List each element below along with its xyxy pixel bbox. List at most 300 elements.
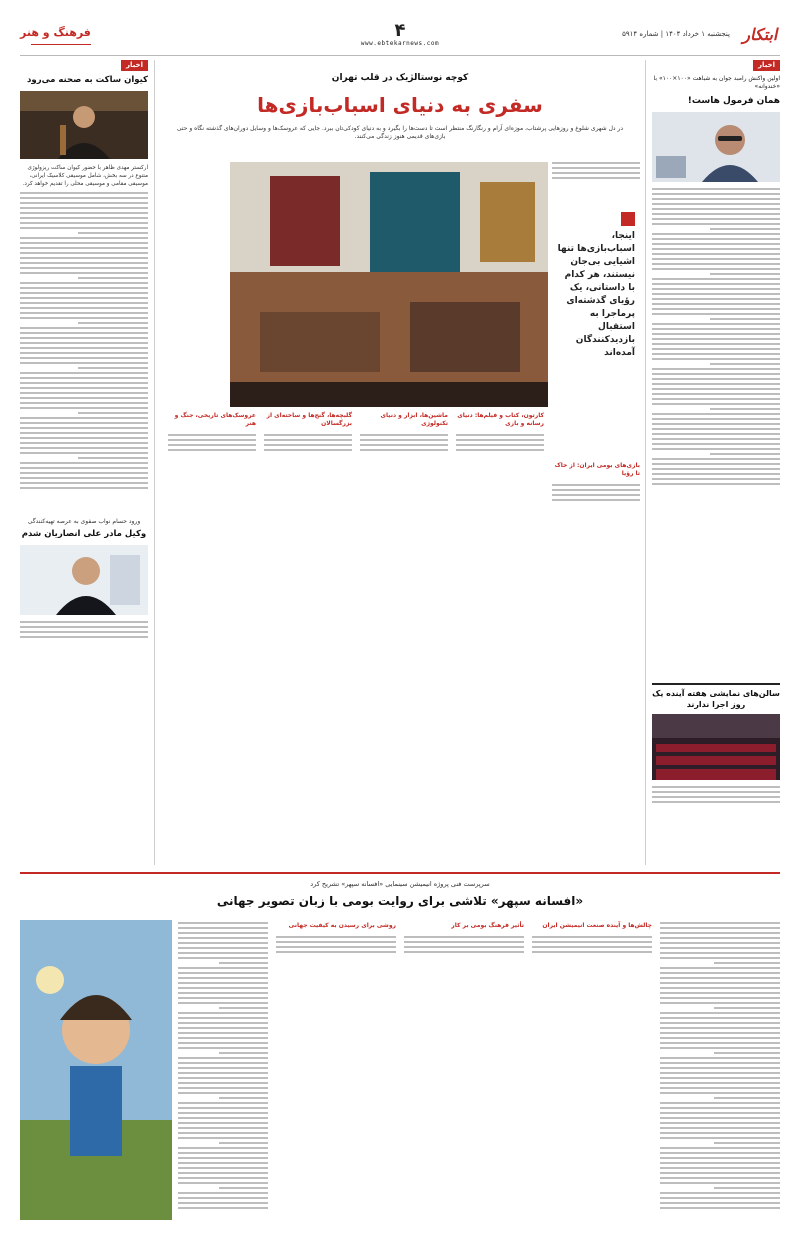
text-line [652,268,780,270]
text-line [178,992,268,994]
text-line [20,222,148,224]
text-line [652,218,780,220]
text-line [652,458,780,460]
text-line [20,267,148,269]
story-subhead: بازی‌های بومی ایران: از خاک تا رؤیا [554,462,640,478]
text-line [660,922,780,924]
text-line [178,1127,268,1129]
text-line [660,997,780,999]
text-line [178,922,268,924]
text-line [652,338,780,340]
story-subhead: روشی برای رسیدن به کیفیت جهانی [288,922,396,929]
text-line [660,932,780,934]
text-line [652,413,780,415]
text-line [219,1097,269,1099]
text-line [20,202,148,204]
text-line [168,434,256,436]
story-kicker: سرپرست فنی پروژه انیمیشن سینمایی «افسانه سپهر» تشریح کرد [310,880,490,888]
toy-museum-photo-icon [230,162,548,407]
text-line [714,1052,780,1054]
text-line [660,947,780,949]
text-line [652,343,780,345]
text-line [660,1032,780,1034]
text-line [20,257,148,259]
text-line [20,317,148,319]
text-line [660,1182,780,1184]
text-line [20,362,148,364]
text-line [660,1017,780,1019]
text-line [652,791,780,793]
text-line [660,1067,780,1069]
text-line [20,352,148,354]
text-line [78,322,148,324]
text-line [276,936,396,938]
text-line [178,927,268,929]
text-line [652,233,780,235]
text-line [20,392,148,394]
text-line [78,367,148,369]
text-line [660,987,780,989]
text-line [652,353,780,355]
text-line [714,962,780,964]
text-line [660,982,780,984]
text-line [178,1047,268,1049]
text-line [178,1042,268,1044]
news-kicker: ورود حسام نواب صفوی به عرصه تهیه‌کنندگی [27,518,141,525]
text-line [360,449,448,451]
text-line [20,626,148,628]
text-line [660,1147,780,1149]
text-line [652,368,780,370]
text-line [652,208,780,210]
text-line [178,957,268,959]
story-kicker: کوچه نوستالژیک در قلب تهران [331,73,469,83]
text-line [652,448,780,450]
text-line [552,172,640,174]
text-line [360,444,448,446]
text-line [660,1122,780,1124]
text-line [20,442,148,444]
text-line [20,397,148,399]
text-line [660,1162,780,1164]
text-line [178,1087,268,1089]
text-line [168,444,256,446]
article-body [652,188,780,485]
text-line [178,1092,268,1094]
text-line [178,1072,268,1074]
text-line [710,273,780,275]
text-line [20,242,148,244]
news-title: وکیل مادر علی انصاریان شدم [21,529,147,540]
text-line [710,363,780,365]
text-line [168,439,256,441]
text-line [178,1112,268,1114]
text-line [264,444,352,446]
text-line [178,1197,268,1199]
news-title: سالن‌های نمایشی هفته آینده یک روز اجرا ندارند [652,689,780,709]
story-title: سفری به دنیای اسباب‌بازی‌ها [257,93,543,118]
text-line [652,213,780,215]
text-line [178,1162,268,1164]
text-line [404,946,524,948]
text-line [178,942,268,944]
text-line [20,262,148,264]
text-line [178,1167,268,1169]
text-line [660,952,780,954]
text-line [652,308,780,310]
text-line [20,417,148,419]
news-lead: ارکستر مهدی ظاهر با حضور کیوان ساکت ریزولوژی متنوع در سه بخش، شامل موسیقی کلاسیک ایرانی، موسیقی مقامی و موسیقی محلی را تقدیم خواهد کرد. [22,164,148,187]
text-line [276,941,396,943]
text-line [178,1132,268,1134]
text-line [652,288,780,290]
text-line [20,302,148,304]
text-line [652,193,780,195]
story-subhead: کارتون، کتاب و فیلم‌ها: دنیای رسانه و بازی [457,412,544,428]
text-line [20,237,148,239]
article-body [264,434,352,451]
newspaper-logo: ابتکار [741,25,781,44]
text-line [178,1002,268,1004]
story-title: «افسانه سپهر» تلاشی برای روایت بومی با زبان تصویر جهانی [216,893,584,908]
text-line [404,941,524,943]
text-line [178,1177,268,1179]
text-line [660,942,780,944]
text-line [660,957,780,959]
text-line [652,443,780,445]
text-line [20,207,148,209]
theater-photo [652,714,780,780]
text-line [660,1042,780,1044]
text-line [710,228,780,230]
text-line [20,477,148,479]
text-line [660,1062,780,1064]
site-url: www.ebtekarnews.com [360,40,440,47]
text-line [660,927,780,929]
text-line [20,282,148,284]
text-line [20,487,148,489]
text-line [20,467,148,469]
article-body [168,434,256,451]
story-subhead: گلبچه‌ها، گنج‌ها و ساخته‌ای از بزرگسالان [266,412,352,428]
text-line [276,946,396,948]
text-line [552,167,640,169]
text-line [178,967,268,969]
text-line [660,1107,780,1109]
article-body [552,484,640,501]
text-line [20,327,148,329]
text-line [178,1102,268,1104]
news-tag: اخبار [753,60,780,71]
text-line [20,382,148,384]
news-tag: اخبار [121,60,148,71]
text-line [660,937,780,939]
text-line [660,1127,780,1129]
story-lead: در دل شهری شلوغ و روزهایی پرشتاب، موزه‌ای آرام و رنگارنگ منتظر است تا دست‌ها را بگیرد و به دنیای کودکی‌تان ببرد. جایی که عروسک‌ها و وسایل دوران‌های گذشته نگاه و حتی بازی‌های قدیمی هنوز زندگی می‌کنند. [176,125,624,141]
article-body [660,922,780,1209]
header-rule [20,55,780,56]
text-line [660,992,780,994]
text-line [660,1132,780,1134]
text-line [404,936,524,938]
text-line [660,1012,780,1014]
text-line [178,1207,268,1209]
text-line [219,1187,269,1189]
text-line [178,1017,268,1019]
text-line [20,307,148,309]
text-line [178,997,268,999]
text-line [178,972,268,974]
article-body [532,936,652,953]
text-line [652,418,780,420]
text-line [178,1057,268,1059]
text-line [178,1157,268,1159]
article-body [276,936,396,953]
text-line [168,449,256,451]
main-story [160,62,640,862]
text-line [178,1202,268,1204]
text-line [20,631,148,633]
text-line [714,1142,780,1144]
news-photo [20,91,148,159]
musician-photo-icon [20,91,148,159]
quote-mark-icon [621,212,635,226]
text-line [652,463,780,465]
text-line [404,951,524,953]
text-line [20,432,148,434]
text-line [552,162,640,164]
article-body [652,786,780,803]
news-photo [20,545,148,615]
text-line [660,1192,780,1194]
text-line [20,197,148,199]
text-line [178,1037,268,1039]
news-title: همان فرمول هاست! [687,96,780,107]
text-line [178,1032,268,1034]
page-number: ۴ [394,20,406,41]
text-line [178,1147,268,1149]
text-line [660,1172,780,1174]
text-line [20,297,148,299]
text-line [552,484,640,486]
text-line [360,439,448,441]
story-subhead: چالش‌ها و آینده صنعت انیمیشن ایران [542,922,652,929]
text-line [20,482,148,484]
text-line [660,1157,780,1159]
text-line [20,287,148,289]
story-subhead: ماشین‌ها، ابزار و دنیای تکنولوژی [380,412,448,428]
text-line [660,1112,780,1114]
text-line [178,952,268,954]
text-line [652,258,780,260]
text-line [178,947,268,949]
text-line [178,977,268,979]
article-body [404,936,524,953]
text-line [20,407,148,409]
text-line [178,1082,268,1084]
text-line [20,377,148,379]
text-line [178,1012,268,1014]
text-line [660,1027,780,1029]
news-title: کیوان ساکت به صحنه می‌رود [27,75,148,86]
text-line [652,223,780,225]
text-line [360,434,448,436]
text-line [20,312,148,314]
text-line [219,962,269,964]
text-line [652,293,780,295]
text-line [178,1182,268,1184]
text-line [652,348,780,350]
text-line [276,951,396,953]
text-line [652,263,780,265]
text-line [20,422,148,424]
text-line [652,473,780,475]
text-line [456,444,544,446]
text-line [20,272,148,274]
text-line [660,977,780,979]
story-subhead: عروسک‌های تاریخی، جنگ و هنر [174,412,256,428]
text-line [219,1052,269,1054]
text-line [20,342,148,344]
issue-line: پنجشنبه ۱ خرداد ۱۴۰۴ | شماره ۵۹۱۴ [622,30,730,38]
news-lead: اولین واکنش رامبد جوان به شباهت «۱۰۰×۱۰۰» با «خندوانه» [653,75,780,91]
text-line [264,449,352,451]
article-body [20,621,148,638]
section-label: فرهنگ و هنر [20,26,91,45]
text-line [652,786,780,788]
article-body [552,162,640,179]
page-header [20,20,780,50]
text-line [532,936,652,938]
text-line [532,946,652,948]
left-news-column [20,60,148,865]
text-line [652,373,780,375]
text-line [660,1207,780,1209]
text-line [710,408,780,410]
text-line [714,1097,780,1099]
text-line [652,383,780,385]
text-line [652,358,780,360]
text-line [178,932,268,934]
text-line [660,1022,780,1024]
text-line [178,1027,268,1029]
text-line [660,1137,780,1139]
right-news-column [652,60,780,865]
text-line [652,478,780,480]
text-line [78,457,148,459]
text-line [552,489,640,491]
text-line [652,796,780,798]
text-line [178,1062,268,1064]
text-line [456,439,544,441]
text-line [660,972,780,974]
text-line [20,212,148,214]
text-line [660,1167,780,1169]
text-line [178,1122,268,1124]
text-line [20,337,148,339]
text-line [652,283,780,285]
text-line [20,472,148,474]
text-line [20,357,148,359]
text-line [652,323,780,325]
text-line [178,1117,268,1119]
article-body [178,922,268,1209]
text-line [652,388,780,390]
text-line [20,402,148,404]
text-line [652,278,780,280]
text-line [20,247,148,249]
text-line [660,1177,780,1179]
text-line [20,332,148,334]
museum-photo [230,162,548,407]
text-line [710,453,780,455]
text-line [652,433,780,435]
text-line [178,987,268,989]
text-line [20,252,148,254]
text-line [178,937,268,939]
text-line [660,1047,780,1049]
text-line [20,292,148,294]
text-line [652,198,780,200]
text-line [652,253,780,255]
text-line [178,1172,268,1174]
text-line [178,1022,268,1024]
text-line [264,439,352,441]
text-line [652,468,780,470]
text-line [652,243,780,245]
text-line [660,1092,780,1094]
text-line [660,1202,780,1204]
text-line [660,1077,780,1079]
text-line [652,398,780,400]
text-line [660,1002,780,1004]
text-line [20,437,148,439]
text-line [20,462,148,464]
text-line [652,393,780,395]
text-line [532,951,652,953]
actor-photo-icon [20,545,148,615]
text-line [652,248,780,250]
text-line [20,372,148,374]
article-body [360,434,448,451]
text-line [652,203,780,205]
text-line [714,1007,780,1009]
text-line [652,333,780,335]
text-line [532,941,652,943]
text-line [20,636,148,638]
text-line [78,277,148,279]
article-body [20,192,148,489]
text-line [178,1067,268,1069]
news-photo [652,112,780,182]
theater-seats-icon [652,714,780,780]
person-photo-icon [652,112,780,182]
text-line [652,428,780,430]
text-line [652,378,780,380]
text-line [652,303,780,305]
text-line [660,1197,780,1199]
text-line [78,412,148,414]
text-line [178,982,268,984]
text-line [660,1072,780,1074]
text-line [652,403,780,405]
text-line [652,298,780,300]
text-line [652,438,780,440]
text-line [652,328,780,330]
text-line [552,499,640,501]
text-line [178,1107,268,1109]
story-subhead: تأثیر فرهنگ بومی بر کار [451,922,524,929]
